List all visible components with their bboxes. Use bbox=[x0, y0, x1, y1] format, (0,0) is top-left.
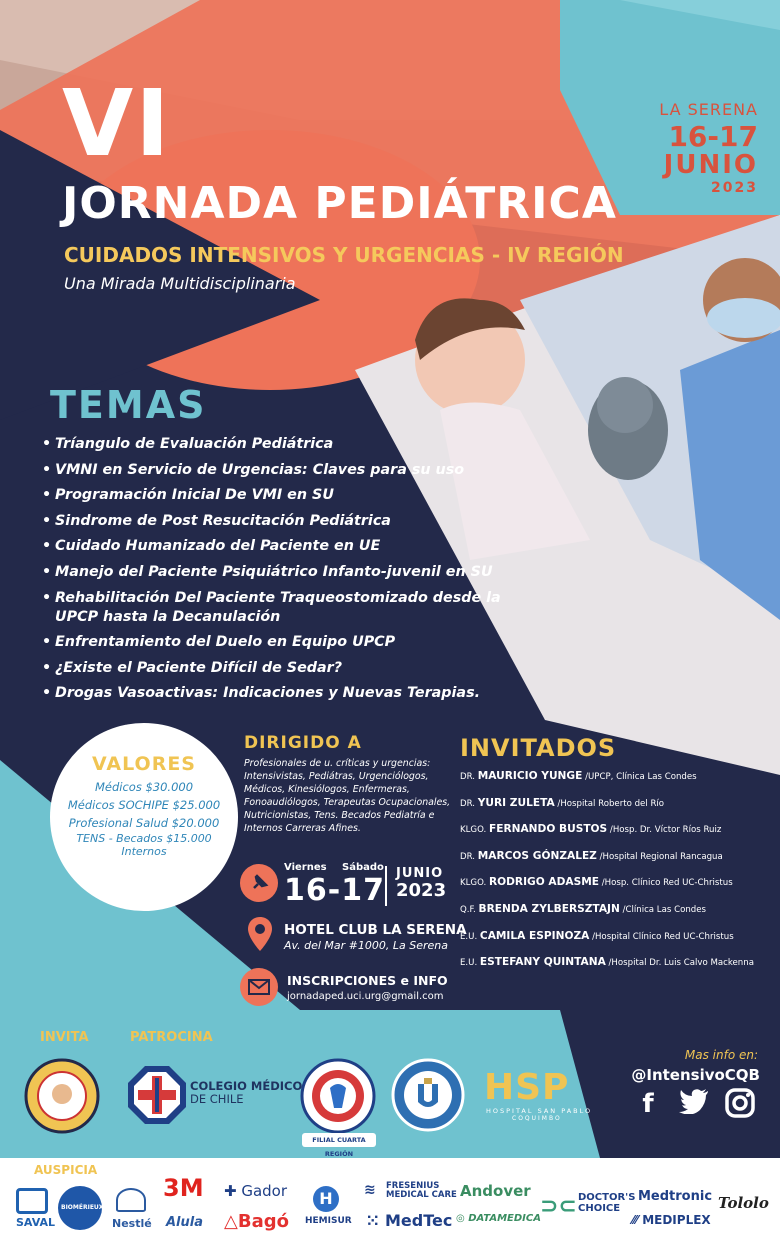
event-tagline: Una Mirada Multidisciplinaria bbox=[64, 274, 296, 293]
day-1: Viernes bbox=[284, 862, 327, 873]
topics-heading: TEMAS bbox=[50, 383, 207, 427]
topic-item: • Rehabilitación Del Paciente Traqueostomizado desde la UPCP hasta la Decanulación bbox=[42, 589, 512, 627]
saval-logo-mark bbox=[16, 1188, 48, 1214]
upcp-seal-logo bbox=[24, 1058, 100, 1138]
hsp-logo: HSP bbox=[484, 1067, 570, 1108]
alula-logo: Alula bbox=[166, 1215, 204, 1230]
social-handle[interactable]: @IntensivoCQB bbox=[631, 1066, 760, 1084]
prices-heading: VALORES bbox=[92, 753, 196, 775]
price-item: Médicos $30.000 bbox=[94, 780, 194, 794]
registration-label: INSCRIPCIONES e INFO bbox=[287, 973, 448, 988]
hero-year: 2023 bbox=[711, 180, 758, 196]
price-item-cont: Internos bbox=[121, 845, 167, 858]
topic-item: • Manejo del Paciente Psiquiátrico Infanto-juvenil en SU bbox=[42, 563, 512, 582]
topic-item: • Cuidado Humanizado del Paciente en UE bbox=[42, 537, 512, 556]
bago-logo: △Bagó bbox=[224, 1211, 289, 1232]
instagram-icon[interactable] bbox=[724, 1088, 756, 1120]
day-2: Sábado bbox=[342, 862, 384, 873]
saval-logo: SAVAL bbox=[16, 1216, 55, 1229]
sochipe-logo bbox=[300, 1058, 376, 1138]
andover-logo: Andover bbox=[460, 1182, 531, 1200]
audience-text: Profesionales de u. críticas y urgencias: Intensivistas, Pediátras, Urgenciólogos, Médicos, Kinesiólogos, Enfermeras, Fonoaudiólogos, Terapeutas Ocupacionales, Nutricionistas, Tens. Becados Pediatría e Internos Carreras Afines. bbox=[244, 758, 451, 834]
price-item: Médicos SOCHIPE $25.000 bbox=[67, 798, 221, 812]
venue-address: Av. del Mar #1000, La Serena bbox=[284, 939, 449, 952]
location-icon bbox=[248, 917, 272, 955]
tololo-logo: Tololo bbox=[718, 1194, 769, 1212]
hero-city: LA SERENA bbox=[659, 100, 758, 119]
doctors-choice-mark: ⊃⊂ bbox=[540, 1194, 577, 1219]
datamedica-logo: ◎ DATAMEDICA bbox=[456, 1213, 541, 1224]
facebook-icon[interactable]: f bbox=[642, 1089, 654, 1119]
more-info-label: Mas info en: bbox=[684, 1048, 758, 1062]
topic-item: • Drogas Vasoactivas: Indicaciones y Nuevas Terapias. bbox=[42, 684, 512, 703]
topic-item: • ¿Existe el Paciente Difícil de Sedar? bbox=[42, 659, 512, 678]
fresenius-logo: FRESENIUS MEDICAL CARE bbox=[386, 1181, 457, 1200]
nestle-nest-mark bbox=[116, 1188, 146, 1212]
sponsors-label: AUSPICIA bbox=[34, 1163, 98, 1177]
mail-icon bbox=[240, 968, 278, 1006]
social-icons bbox=[632, 1088, 756, 1120]
event-subtitle: CUIDADOS INTENSIVOS Y URGENCIAS - IV REGIÓN bbox=[64, 243, 624, 267]
event-month: JUNIO bbox=[396, 866, 444, 881]
guest-item: DR. YURI ZULETA /Hospital Roberto del Río bbox=[460, 796, 665, 809]
topic-item: • Programación Inicial De VMI en SU bbox=[42, 486, 512, 505]
prices-circle bbox=[50, 723, 238, 911]
ucn-logo bbox=[391, 1058, 465, 1136]
audience-heading: DIRIGIDO A bbox=[244, 733, 362, 753]
contact-email[interactable]: jornadaped.uci.urg@gmail.com bbox=[287, 991, 444, 1002]
event-dates: 16-17 bbox=[284, 873, 385, 908]
hsp-city: COQUIMBO bbox=[512, 1115, 562, 1122]
price-item: Profesional Salud $20.000 bbox=[68, 816, 220, 830]
guest-item: E.U. ESTEFANY QUINTANA /Hospital Dr. Luis Calvo Mackenna bbox=[460, 956, 754, 969]
guest-item: KLGO. FERNANDO BUSTOS /Hosp. Dr. Víctor Ríos Ruiz bbox=[460, 823, 722, 836]
pin-icon bbox=[240, 864, 278, 902]
3m-logo: 3M bbox=[163, 1174, 204, 1202]
guest-item: E.U. CAMILA ESPINOZA /Hospital Clínico Red UC-Christus bbox=[460, 929, 734, 942]
event-days bbox=[284, 862, 384, 873]
hemisur-logo-mark: H bbox=[313, 1186, 339, 1212]
doctors-choice-logo: DOCTOR'S CHOICE bbox=[578, 1192, 636, 1214]
guest-item: DR. MAURICIO YUNGE /UPCP, Clínica Las Condes bbox=[460, 770, 697, 782]
price-item: TENS - Becados $15.000 bbox=[76, 832, 212, 845]
invita-label: INVITA bbox=[40, 1030, 89, 1045]
sochipe-filial: FILIAL CUARTA REGIÓN bbox=[302, 1133, 376, 1147]
hemisur-logo: HEMISUR bbox=[305, 1216, 352, 1226]
topics-list bbox=[42, 435, 512, 710]
guest-item: KLGO. RODRIGO ADASME /Hosp. Clínico Red UC-Christus bbox=[460, 876, 733, 889]
guest-item: DR. MARCOS GÓNZALEZ /Hospital Regional Rancagua bbox=[460, 849, 723, 862]
hero-dates: 16-17 bbox=[668, 120, 758, 153]
hero-month: JUNIO bbox=[663, 150, 758, 180]
edition-number: VI bbox=[62, 70, 172, 177]
date-divider bbox=[385, 866, 387, 906]
biomerieux-logo: BIOMÉRIEUX bbox=[61, 1204, 104, 1211]
guests-heading: INVITADOS bbox=[460, 734, 617, 762]
topic-item: • VMNI en Servicio de Urgencias: Claves para su uso bbox=[42, 461, 512, 480]
medtronic-logo: Medtronic bbox=[638, 1189, 713, 1204]
mediplex-logo: ⁄⁄⁄ MEDIPLEX bbox=[632, 1213, 711, 1227]
twitter-icon[interactable] bbox=[678, 1088, 710, 1120]
topic-item: • Sindrome de Post Resucitación Pediátrica bbox=[42, 512, 512, 531]
guest-item: Q.F. BRENDA ZYLBERSZTAJN /Clínica Las Condes bbox=[460, 902, 706, 915]
guests-list bbox=[460, 770, 775, 983]
gador-logo: ✚ Gador bbox=[224, 1182, 288, 1200]
venue-name: HOTEL CLUB LA SERENA bbox=[284, 922, 467, 938]
medtec-logo: ⁙ MedTec bbox=[366, 1211, 453, 1230]
topic-item: • Enfrentamiento del Duelo en Equipo UPCP bbox=[42, 633, 512, 652]
event-year: 2023 bbox=[396, 880, 447, 901]
patrocina-label: PATROCINA bbox=[130, 1030, 213, 1045]
colegio-medico-name: COLEGIO MÉDICO DE CHILE bbox=[190, 1079, 303, 1106]
topic-item: • Tríangulo de Evaluación Pediátrica bbox=[42, 435, 512, 454]
nestle-logo: Nestlé bbox=[112, 1217, 152, 1230]
event-title: JORNADA PEDIÁTRICA bbox=[62, 178, 617, 229]
colegio-medico-logo bbox=[128, 1066, 186, 1128]
fresenius-mark: ≋ bbox=[364, 1182, 376, 1198]
hsp-subtitle: HOSPITAL SAN PABLO bbox=[486, 1107, 593, 1115]
